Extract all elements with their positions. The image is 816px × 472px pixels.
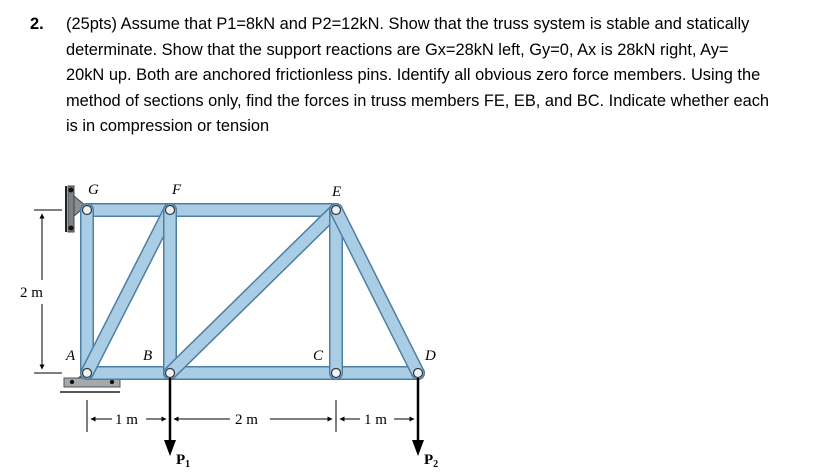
load-label-p2: $P_2$ [424,452,439,470]
problem-number: 2. [30,15,44,33]
truss-members [87,210,418,373]
label-g: G [88,182,99,198]
load-p2 [412,378,424,456]
pin-a [83,369,92,378]
label-e: E [332,184,342,200]
dimension-bottom-labels [115,412,387,428]
dim-label-1m-right: 1 m [364,412,387,428]
pin-f [166,206,175,215]
label-d: D [425,348,436,364]
dim-label-2m: 2 m [235,412,258,428]
dimension-height-label: 2 m [20,285,43,301]
load-p1 [164,378,176,456]
pin-d [414,369,423,378]
dim-label-1m-left: 1 m [115,412,138,428]
pin-b [166,369,175,378]
problem-line: (25pts) Assume that P1=8kN and P2=12kN. Show that the truss system is stable and statically [66,15,750,33]
load-label-p1: $P_1$ [176,452,191,470]
label-a: A [66,348,76,364]
problem-line: 20kN up. Both are anchored frictionless pins. Identify all obvious zero force members. Using the [66,66,761,84]
label-b: B [143,348,153,364]
problem-line: method of sections only, find the forces in truss members FE, EB, and BC. Indicate whether each [66,91,770,110]
problem-line: is in compression or tension [66,117,270,135]
label-f: F [172,182,182,198]
pin-e [332,206,341,215]
problem-line: determinate. Show that the support reactions are Gx=28kN left, Gy=0, Ax is 28kN right, Ay= [66,40,729,59]
pin-g [83,206,92,215]
pin-c [332,369,341,378]
label-c: C [313,348,324,364]
